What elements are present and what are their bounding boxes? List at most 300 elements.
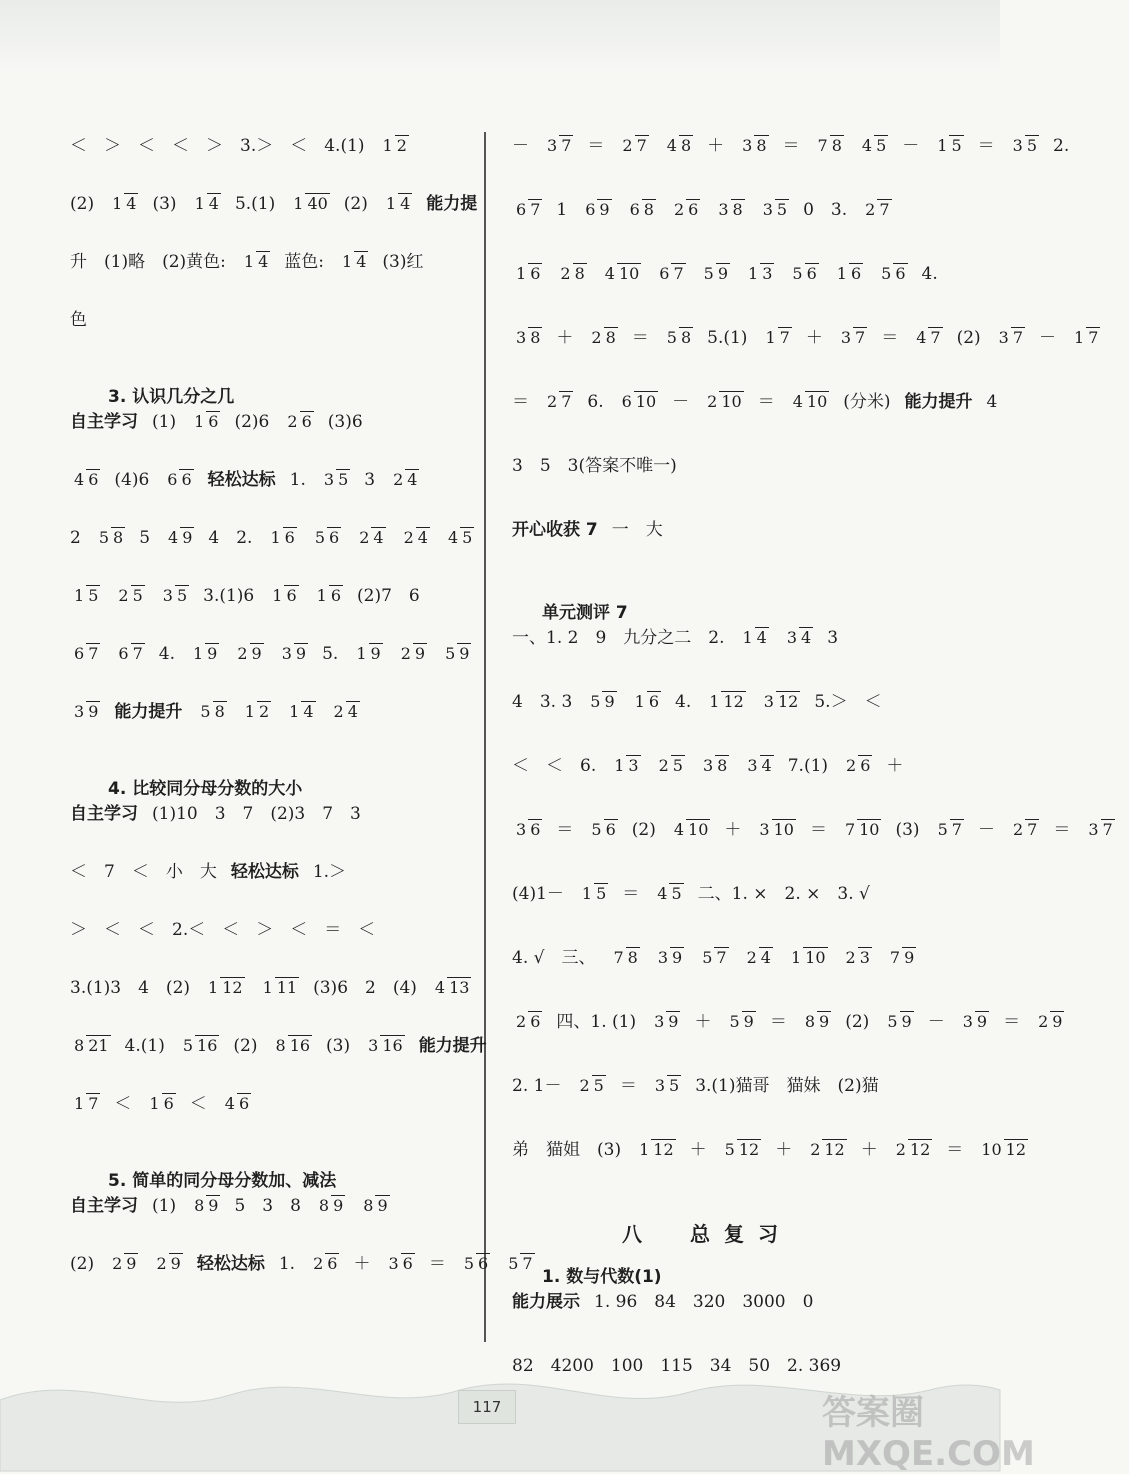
fraction-denominator: 6 xyxy=(301,412,312,432)
answer-line xyxy=(70,980,485,997)
answer-text: (2)6 xyxy=(234,412,270,432)
fraction xyxy=(514,1014,542,1031)
fraction-denominator: 4 xyxy=(347,702,358,722)
fraction-denominator: 4 xyxy=(258,252,269,272)
answer-text: 0 3. xyxy=(803,200,848,220)
fraction-numerator: 3 xyxy=(759,820,770,840)
fraction-denominator: 7 xyxy=(673,264,684,284)
fraction-denominator: 4 xyxy=(760,948,771,968)
fraction-numerator: 1 xyxy=(194,194,205,214)
answer-text: 4. √ 三、 xyxy=(512,948,596,968)
bold-label: 能力提 xyxy=(426,194,478,214)
bold-label: 轻松达标 xyxy=(207,470,276,490)
fraction-denominator: 12 xyxy=(653,1140,674,1160)
section-title: 5. 简单的同分母分数加、减法 xyxy=(108,1171,337,1191)
answer-text: 3 xyxy=(827,628,839,648)
fraction xyxy=(589,822,617,839)
fraction-numerator: 10 xyxy=(981,1140,1002,1160)
fraction xyxy=(700,950,728,967)
fraction-numerator: 1 xyxy=(765,328,776,348)
answer-text: ＝ xyxy=(512,392,529,412)
answer-text: 4. xyxy=(675,692,692,712)
bold-label: 自主学习 xyxy=(70,412,138,432)
fraction xyxy=(935,138,963,155)
fraction-numerator: 4 xyxy=(666,136,677,156)
fraction xyxy=(1072,330,1100,347)
fraction-denominator: 3 xyxy=(762,264,773,284)
fraction-numerator: 2 xyxy=(845,948,856,968)
answer-text: 4 3. 3 xyxy=(512,692,573,712)
fraction-denominator: 40 xyxy=(307,194,328,214)
fraction-denominator: 7 xyxy=(561,136,572,156)
answer-text: (2) xyxy=(343,194,368,214)
answer-text: (2)7 6 xyxy=(357,586,420,606)
fraction-numerator: 3 xyxy=(323,470,335,490)
fraction-denominator: 5 xyxy=(338,470,349,490)
fraction-denominator: 6 xyxy=(530,820,541,840)
fraction-numerator: 5 xyxy=(463,1254,475,1274)
fraction-denominator: 9 xyxy=(672,948,683,968)
fraction-numerator: 3 xyxy=(742,136,753,156)
fraction xyxy=(653,1078,681,1095)
fraction xyxy=(322,472,350,489)
answer-line xyxy=(512,1142,1042,1159)
fraction-denominator: 4 xyxy=(356,252,367,272)
answer-line xyxy=(70,196,491,213)
fraction-numerator: 2 xyxy=(333,702,344,722)
fraction xyxy=(746,266,774,283)
fraction-denominator: 9 xyxy=(414,644,426,664)
fraction-denominator: 2 xyxy=(258,702,270,722)
section-title: 单元测评 7 xyxy=(542,603,628,623)
fraction-denominator: 5 xyxy=(876,136,887,156)
fraction-numerator: 1 xyxy=(74,586,85,606)
fraction-denominator: 8 xyxy=(627,948,638,968)
fraction-numerator: 3 xyxy=(654,1076,666,1096)
fraction-denominator: 8 xyxy=(732,200,743,220)
fraction-denominator: 6 xyxy=(181,470,192,490)
answer-text: ＋ xyxy=(860,1140,878,1160)
fraction-denominator: 5 xyxy=(669,1076,680,1096)
fraction xyxy=(620,138,648,155)
fraction-numerator: 1 xyxy=(293,194,304,214)
answer-text: 1. 96 84 320 3000 0 xyxy=(594,1292,814,1312)
fraction xyxy=(381,138,409,155)
fraction-numerator: 1 xyxy=(208,978,219,998)
fraction xyxy=(633,694,661,711)
fraction-denominator: 7 xyxy=(88,1094,99,1114)
fraction xyxy=(291,196,330,213)
fraction-numerator: 1 xyxy=(1074,328,1085,348)
fraction xyxy=(860,138,888,155)
fraction-numerator: 5 xyxy=(729,1012,740,1032)
fraction-denominator: 5 xyxy=(951,136,962,156)
fraction-denominator: 5 xyxy=(88,586,99,606)
fraction-numerator: 8 xyxy=(194,1196,205,1216)
fraction-denominator: 9 xyxy=(126,1254,137,1274)
fraction xyxy=(936,822,964,839)
fraction-denominator: 6 xyxy=(806,264,817,284)
fraction xyxy=(789,950,828,967)
fraction xyxy=(655,886,683,903)
fraction-numerator: 3 xyxy=(840,328,851,348)
fraction-numerator: 1 xyxy=(112,194,123,214)
fraction-numerator: 2 xyxy=(403,528,414,548)
answer-text: (3)红 xyxy=(382,252,424,272)
fraction-denominator: 9 xyxy=(377,1196,388,1216)
answer-text: (2) xyxy=(70,194,95,214)
fraction-denominator: 7 xyxy=(1088,328,1099,348)
fraction xyxy=(611,950,639,967)
fraction-numerator: 5 xyxy=(591,820,602,840)
fraction-denominator: 12 xyxy=(909,1140,931,1160)
fraction-denominator: 9 xyxy=(901,1012,912,1032)
fraction-denominator: 4 xyxy=(373,528,384,548)
fraction xyxy=(191,646,219,663)
fraction xyxy=(672,202,700,219)
fraction-denominator: 8 xyxy=(717,756,728,776)
fraction-numerator: 1 xyxy=(709,692,720,712)
fraction-denominator: 7 xyxy=(88,644,99,664)
fraction xyxy=(161,588,189,605)
bold-label: 自主学习 xyxy=(70,804,138,824)
answer-text: 1. xyxy=(278,1254,296,1274)
answer-text: 5 3 8 xyxy=(234,1196,301,1216)
fraction-numerator: 5 xyxy=(881,264,892,284)
answer-text: 二、1. × 2. × 3. √ xyxy=(697,884,870,904)
answer-text: － xyxy=(927,1012,945,1032)
fraction xyxy=(583,202,611,219)
answer-text: ＝ xyxy=(1003,1012,1021,1032)
fraction-numerator: 1 xyxy=(614,756,625,776)
fraction xyxy=(612,758,640,775)
answer-text: ＞ ＜ ＜ 2.＜ ＜ ＞ ＜ ＝ ＜ xyxy=(70,920,376,940)
fraction xyxy=(366,1038,405,1055)
fraction-denominator: 7 xyxy=(1027,820,1038,840)
column-divider xyxy=(484,132,486,1342)
answer-text: ＝ xyxy=(622,884,640,904)
fraction-denominator: 9 xyxy=(251,644,262,664)
fraction-numerator: 1 xyxy=(244,702,255,722)
answer-text: ＋ xyxy=(886,756,904,776)
answer-text: (3) xyxy=(152,194,177,214)
fraction-denominator: 6 xyxy=(530,264,541,284)
fraction-numerator: 3 xyxy=(516,328,527,348)
fraction-numerator: 5 xyxy=(200,702,211,722)
answer-line xyxy=(70,1198,404,1215)
fraction xyxy=(745,758,773,775)
fraction-denominator: 6 xyxy=(208,412,219,432)
fraction xyxy=(603,266,642,283)
fraction-numerator: 5 xyxy=(703,264,714,284)
fraction-numerator: 1 xyxy=(356,644,367,664)
fraction-denominator: 9 xyxy=(182,528,193,548)
answer-line xyxy=(70,704,374,721)
fraction xyxy=(165,472,193,489)
fraction xyxy=(261,980,300,997)
answer-text: 5.＞ ＜ xyxy=(814,692,882,712)
chapter-title: 八 总复习 xyxy=(622,1222,792,1246)
fraction xyxy=(672,822,711,839)
answer-line xyxy=(70,530,488,547)
fraction-denominator: 6 xyxy=(238,1094,250,1114)
fraction-numerator: 6 xyxy=(585,200,596,220)
fraction xyxy=(657,266,685,283)
fraction-numerator: 2 xyxy=(359,528,370,548)
bold-label: 能力提升 xyxy=(114,702,183,722)
fraction xyxy=(762,694,801,711)
answer-text: ＝ xyxy=(977,136,995,156)
answer-text: ＜ ＞ ＜ ＜ ＞ 3.＞ ＜ 4.(1) xyxy=(70,136,365,156)
fraction xyxy=(707,694,746,711)
fraction xyxy=(997,330,1025,347)
fraction-denominator: 9 xyxy=(170,1254,181,1274)
fraction xyxy=(816,138,844,155)
fraction-denominator: 6 xyxy=(850,264,862,284)
fraction xyxy=(1036,1014,1064,1031)
answer-text: 5.(1) xyxy=(707,328,748,348)
answer-line xyxy=(70,472,433,489)
fraction xyxy=(313,530,341,547)
fraction xyxy=(433,980,472,997)
answer-text: 82 4200 100 115 34 50 2. 369 xyxy=(512,1356,842,1376)
fraction-numerator: 2 xyxy=(895,1140,906,1160)
fraction xyxy=(723,1142,762,1159)
answer-line xyxy=(512,458,691,475)
fraction-numerator: 2 xyxy=(658,756,669,776)
section-title: 4. 比较同分母分数的大小 xyxy=(108,779,303,799)
fraction-numerator: 4 xyxy=(74,470,85,490)
answer-line xyxy=(70,806,375,823)
fraction-denominator: 8 xyxy=(530,328,541,348)
fraction-numerator: 1 xyxy=(74,1094,85,1114)
fraction xyxy=(280,646,308,663)
fraction xyxy=(545,138,573,155)
answer-text: 3 xyxy=(364,470,376,490)
fraction xyxy=(652,1014,680,1031)
fraction-denominator: 3 xyxy=(628,756,639,776)
fraction-denominator: 7 xyxy=(930,328,941,348)
fraction-denominator: 9 xyxy=(819,1012,830,1032)
fraction-numerator: 6 xyxy=(629,200,640,220)
fraction xyxy=(1011,822,1039,839)
fraction-numerator: 3 xyxy=(162,586,173,606)
fraction-numerator: 5 xyxy=(445,644,456,664)
answer-line xyxy=(70,138,423,155)
fraction xyxy=(558,266,586,283)
fraction xyxy=(740,138,768,155)
fraction-numerator: 7 xyxy=(889,948,901,968)
fraction-denominator: 9 xyxy=(743,1012,754,1032)
fraction xyxy=(391,472,419,489)
answer-line xyxy=(70,922,389,939)
fraction-denominator: 12 xyxy=(824,1140,845,1160)
fraction-denominator: 5 xyxy=(596,884,607,904)
fraction xyxy=(745,950,773,967)
fraction-denominator: 9 xyxy=(668,1012,679,1032)
answer-text: ＝ xyxy=(769,1012,787,1032)
fraction-numerator: 8 xyxy=(318,1196,330,1216)
fraction-denominator: 8 xyxy=(643,200,654,220)
fraction-denominator: 9 xyxy=(207,644,218,664)
fraction-numerator: 4 xyxy=(916,328,927,348)
answer-text: ＝ xyxy=(631,328,649,348)
answer-text: (1) xyxy=(152,1196,177,1216)
bold-label: 轻松达标 xyxy=(196,1254,265,1274)
fraction xyxy=(843,822,882,839)
fraction-numerator: 3 xyxy=(786,628,798,648)
answer-text: ＜ xyxy=(114,1094,132,1114)
answer-line xyxy=(512,202,906,219)
answer-text: － xyxy=(902,136,920,156)
answer-line xyxy=(70,1256,549,1273)
answer-text: 5.(1) xyxy=(234,194,276,214)
bold-label: 开心收获 7 xyxy=(512,520,598,540)
answer-text: ＝ xyxy=(1053,820,1071,840)
fraction-denominator: 8 xyxy=(756,136,767,156)
fraction-numerator: 1 xyxy=(634,692,645,712)
fraction xyxy=(357,530,385,547)
fraction-numerator: 1 xyxy=(385,194,397,214)
answer-text: ＋ xyxy=(694,1012,712,1032)
fraction-numerator: 1 xyxy=(516,264,527,284)
fraction-denominator: 7 xyxy=(779,328,790,348)
answer-text: (3)6 2 (4) xyxy=(313,978,417,998)
fraction-denominator: 8 xyxy=(214,702,225,722)
fraction xyxy=(588,694,616,711)
fraction xyxy=(740,630,768,647)
fraction xyxy=(894,1142,933,1159)
fraction xyxy=(72,646,100,663)
answer-line xyxy=(70,1096,265,1113)
fraction-numerator: 1 xyxy=(790,948,802,968)
fraction xyxy=(885,1014,913,1031)
answer-text: (1)10 3 7 (2)3 7 3 xyxy=(152,804,361,824)
fraction-numerator: 1 xyxy=(243,252,255,272)
fraction xyxy=(386,1256,414,1273)
answer-text: ＜ ＜ 6. xyxy=(512,756,597,776)
fraction xyxy=(888,950,916,967)
fraction xyxy=(1086,822,1114,839)
fraction xyxy=(462,1256,490,1273)
fraction xyxy=(979,1142,1028,1159)
fraction-numerator: 2 xyxy=(579,1076,590,1096)
answer-text: (1) xyxy=(152,412,177,432)
fraction-numerator: 1 xyxy=(748,264,759,284)
fraction-numerator: 1 xyxy=(192,644,204,664)
fraction-numerator: 2 xyxy=(393,470,404,490)
answer-text: ＋ xyxy=(775,1140,793,1160)
fraction xyxy=(514,822,542,839)
fraction-denominator: 6 xyxy=(605,820,616,840)
fraction-numerator: 5 xyxy=(666,328,677,348)
fraction-numerator: 3 xyxy=(388,1254,399,1274)
fraction xyxy=(577,1078,605,1095)
answer-line xyxy=(70,414,377,431)
fraction-denominator: 10 xyxy=(688,820,709,840)
fraction-denominator: 6 xyxy=(402,1254,413,1274)
fraction-numerator: 1 xyxy=(272,586,283,606)
fraction-numerator: 4 xyxy=(792,392,803,412)
fraction-denominator: 7 xyxy=(132,644,143,664)
fraction-numerator: 8 xyxy=(275,1036,286,1056)
fraction-numerator: 2 xyxy=(591,328,602,348)
fraction-denominator: 13 xyxy=(449,978,470,998)
fraction-numerator: 7 xyxy=(844,820,856,840)
fraction-numerator: 5 xyxy=(182,1036,194,1056)
fraction-denominator: 7 xyxy=(522,1254,533,1274)
answer-line xyxy=(70,864,360,881)
bold-label: 自主学习 xyxy=(70,1196,138,1216)
fraction-denominator: 5 xyxy=(132,586,143,606)
fraction-denominator: 4 xyxy=(400,194,411,214)
fraction-denominator: 9 xyxy=(88,702,99,722)
fraction xyxy=(757,822,796,839)
fraction-denominator: 4 xyxy=(208,194,219,214)
fraction xyxy=(402,530,430,547)
answer-text: ＜ xyxy=(189,1094,207,1114)
fraction-numerator: 5 xyxy=(590,692,601,712)
fraction xyxy=(914,330,942,347)
page-number: 117 xyxy=(458,1390,516,1424)
answer-text: ＝ xyxy=(946,1140,964,1160)
fraction xyxy=(839,330,867,347)
fraction-numerator: 8 xyxy=(804,1012,816,1032)
fraction xyxy=(657,758,685,775)
answer-text: 1 xyxy=(556,200,568,220)
answer-text: ＜ 7 ＜ 小 大 xyxy=(70,862,217,882)
fraction-denominator: 6 xyxy=(284,528,295,548)
answer-text: ＋ xyxy=(556,328,574,348)
fraction-numerator: 2 xyxy=(1038,1012,1049,1032)
fraction xyxy=(72,588,100,605)
fraction-numerator: 5 xyxy=(792,264,803,284)
fraction-denominator: 5 xyxy=(176,586,188,606)
fraction-denominator: 16 xyxy=(197,1036,218,1056)
answer-text: － xyxy=(512,136,529,156)
answer-line xyxy=(70,646,485,663)
fraction-denominator: 5 xyxy=(593,1076,604,1096)
fraction xyxy=(589,330,617,347)
fraction xyxy=(514,266,542,283)
fraction xyxy=(545,394,573,411)
answer-text: (3) xyxy=(895,820,920,840)
fraction-numerator: 6 xyxy=(167,470,178,490)
answer-text: 2 xyxy=(70,528,81,548)
fraction xyxy=(879,266,907,283)
fraction-numerator: 3 xyxy=(1012,136,1023,156)
answer-text: (2) xyxy=(845,1012,870,1032)
fraction xyxy=(223,1096,251,1113)
fraction-denominator: 7 xyxy=(636,136,647,156)
answer-text: (3)6 xyxy=(327,412,363,432)
fraction-numerator: 3 xyxy=(74,702,85,722)
answer-line xyxy=(512,330,1114,347)
fraction-numerator: 1 xyxy=(149,1094,160,1114)
fraction-denominator: 10 xyxy=(805,948,826,968)
fraction-denominator: 7 xyxy=(879,200,890,220)
answer-text: ＋ xyxy=(707,136,725,156)
fraction xyxy=(961,1014,989,1031)
fraction xyxy=(270,588,298,605)
answer-text: 5 xyxy=(139,528,151,548)
fraction xyxy=(243,704,271,721)
fraction xyxy=(785,630,813,647)
fraction-denominator: 10 xyxy=(859,820,880,840)
fraction xyxy=(580,886,608,903)
fraction xyxy=(192,1198,220,1215)
fraction-numerator: 3 xyxy=(1088,820,1099,840)
